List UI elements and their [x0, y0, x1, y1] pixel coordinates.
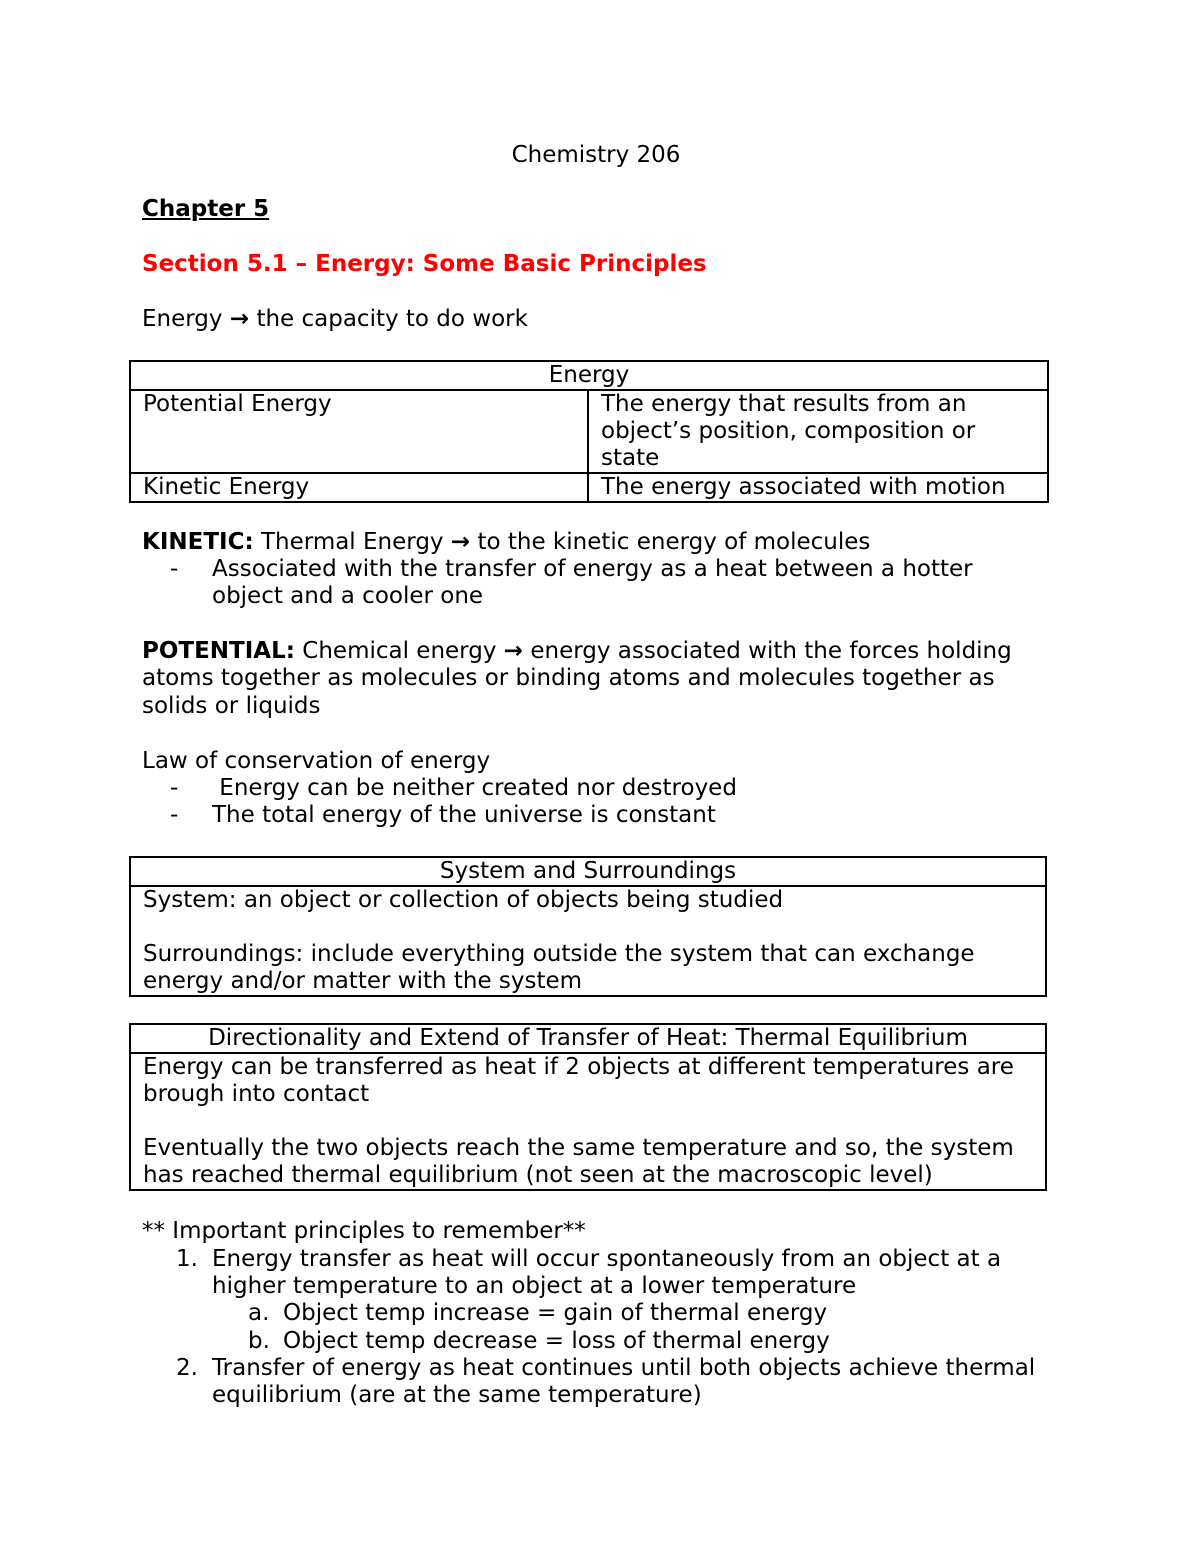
system-definition: System: an object or collection of objects being studied — [143, 887, 784, 913]
document-title: Chemistry 206 — [511, 142, 681, 168]
heat-paragraph-line: has reached thermal equilibrium (not seen at the macroscopic level) — [143, 1162, 933, 1188]
list-item-text: The total energy of the universe is constant — [212, 802, 716, 828]
principle-text-line: Energy transfer as heat will occur spontaneously from an object at a — [212, 1246, 1002, 1272]
kinetic-text-a: Thermal Energy — [260, 529, 444, 555]
potential-text-a: Chemical energy — [302, 638, 497, 664]
table-cell-label: Kinetic Energy — [130, 473, 588, 502]
kinetic-label: KINETIC: — [142, 529, 254, 555]
desc-line: The energy that results from an — [601, 391, 967, 417]
dash-marker: - — [170, 802, 179, 828]
arrow-icon: → — [503, 638, 524, 664]
energy-definition-text: the capacity to do work — [256, 306, 528, 332]
potential-label: POTENTIAL: — [142, 638, 295, 664]
dash-marker: - — [170, 556, 179, 582]
principle-number: 1. — [176, 1246, 198, 1272]
list-item-text: object and a cooler one — [212, 583, 484, 609]
system-table-body — [130, 886, 1046, 996]
potential-line-3: solids or liquids — [142, 693, 321, 719]
energy-definition — [142, 306, 528, 333]
principle-text-line: Transfer of energy as heat continues until both objects achieve thermal — [212, 1355, 1036, 1381]
arrow-icon: → — [229, 306, 250, 332]
table-row — [130, 390, 1048, 473]
table-cell-label: Potential Energy — [130, 390, 588, 473]
sub-item-letter: a. — [248, 1300, 270, 1326]
dash-marker: - — [170, 775, 179, 801]
arrow-icon: → — [450, 529, 471, 555]
heat-table-header: Directionality and Extend of Transfer of Heat: Thermal Equilibrium — [130, 1024, 1046, 1053]
potential-line-1 — [142, 638, 1012, 665]
desc-line: The energy associated with motion — [601, 474, 1006, 500]
surroundings-line: Surroundings: include everything outside the system that can exchange — [143, 941, 975, 967]
table-cell-desc — [588, 390, 1048, 473]
chapter-heading: Chapter 5 — [142, 196, 270, 222]
table-cell-desc — [588, 473, 1048, 502]
energy-term: Energy — [142, 306, 223, 332]
list-item-text: Associated with the transfer of energy as a heat between a hotter — [212, 556, 973, 582]
potential-text-rest: energy associated with the forces holding — [530, 638, 1012, 664]
desc-line: object’s position, composition or — [601, 418, 976, 444]
potential-line-2: atoms together as molecules or binding atoms and molecules together as — [142, 665, 995, 691]
section-heading: Section 5.1 – Energy: Some Basic Principles — [142, 251, 707, 277]
heat-paragraph-line: brough into contact — [143, 1081, 370, 1107]
list-item-text: Energy can be neither created nor destroyed — [212, 775, 737, 801]
principle-text-line: higher temperature to an object at a lower temperature — [212, 1273, 857, 1299]
principle-number: 2. — [176, 1355, 198, 1381]
heat-paragraph-line: Energy can be transferred as heat if 2 objects at different temperatures are — [143, 1054, 1014, 1080]
heat-transfer-table — [129, 1023, 1047, 1191]
energy-table — [129, 360, 1049, 503]
principles-heading: ** Important principles to remember** — [142, 1218, 586, 1244]
kinetic-text-b: to the kinetic energy of molecules — [477, 529, 871, 555]
sub-item-text: Object temp decrease = loss of thermal energy — [283, 1328, 830, 1354]
sub-item-letter: b. — [248, 1328, 270, 1354]
principle-text-line: equilibrium (are at the same temperature) — [212, 1382, 702, 1408]
heat-table-body — [130, 1053, 1046, 1190]
sub-item-text: Object temp increase = gain of thermal energy — [283, 1300, 828, 1326]
system-table-header: System and Surroundings — [130, 857, 1046, 886]
desc-line: state — [601, 445, 660, 471]
conservation-heading: Law of conservation of energy — [142, 748, 491, 774]
table-row — [130, 473, 1048, 502]
surroundings-line: energy and/or matter with the system — [143, 968, 583, 994]
system-table — [129, 856, 1047, 997]
heat-paragraph-line: Eventually the two objects reach the same temperature and so, the system — [143, 1135, 1014, 1161]
energy-table-header: Energy — [130, 361, 1048, 390]
kinetic-line — [142, 529, 870, 556]
